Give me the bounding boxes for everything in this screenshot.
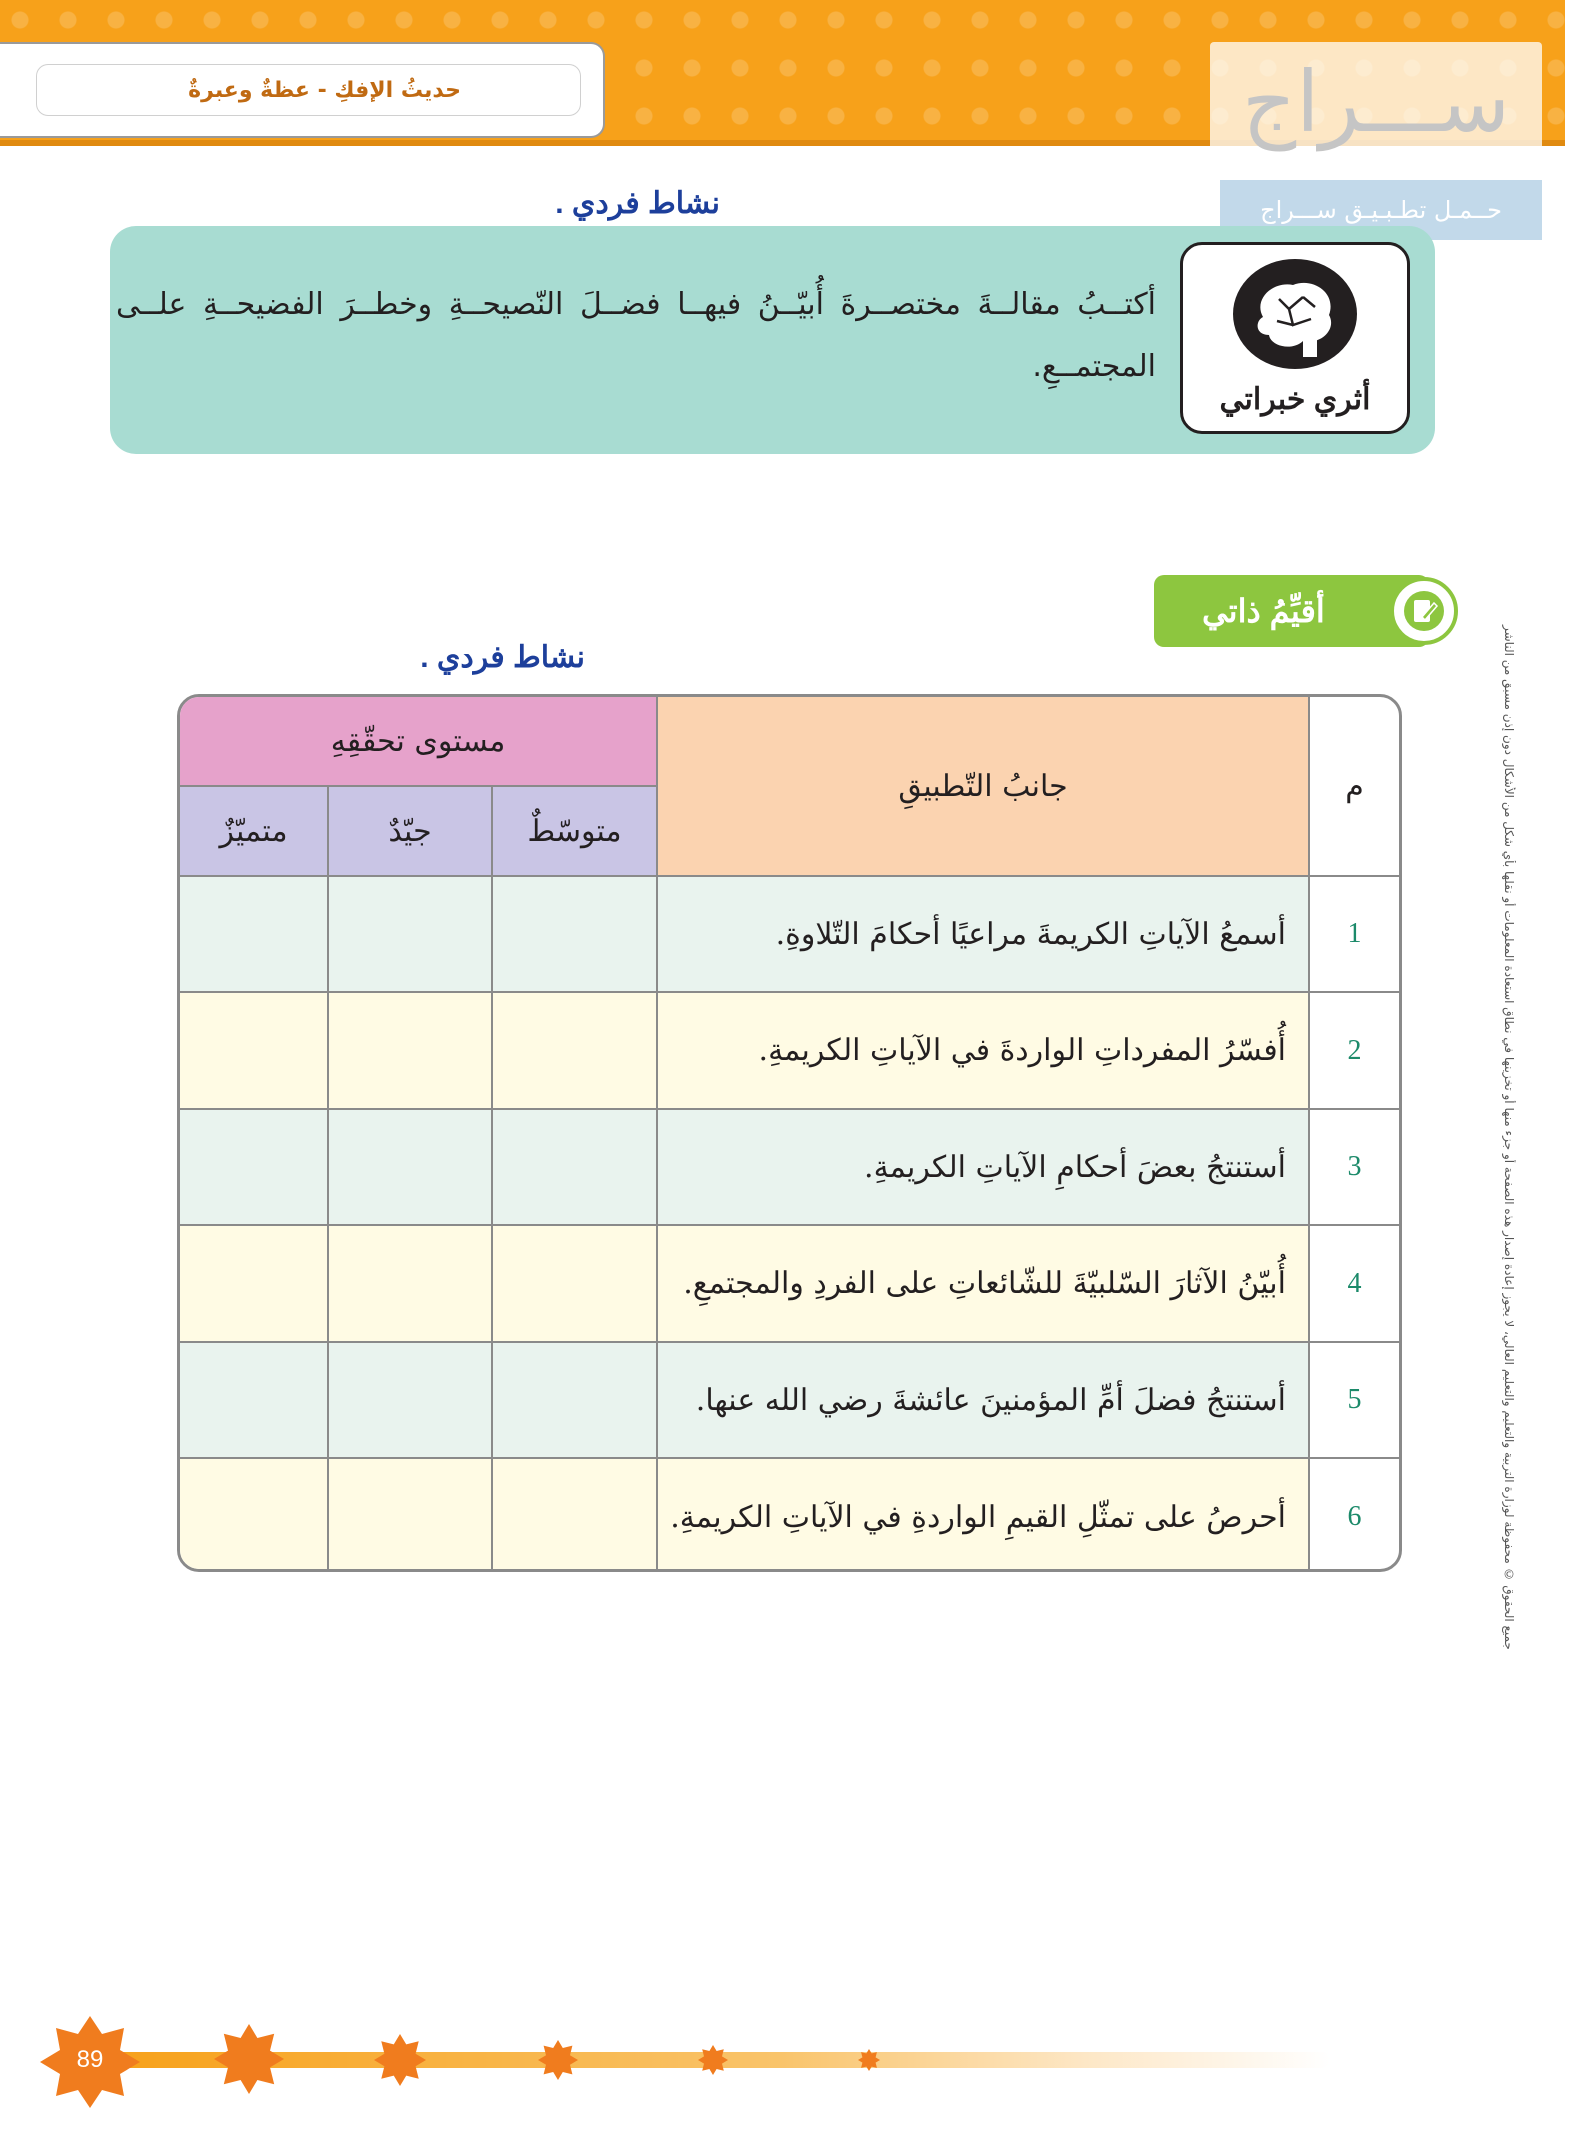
table-row-6-text-cell xyxy=(658,1459,1310,1572)
copyright-side-note: جميع الحقوق © محفوظة لوزارة التربية والتعليم والتعليم العالي، لا يجوز إعادة إصدار هذه الصفحة أو جزء منها أو تخزينها في نطاق استعادة المعلومات أو نقلها بأي شكل من الأشكال دون إذن مسبق من الناشر xyxy=(1502,625,1516,1650)
header-aspect-cell xyxy=(658,697,1310,877)
row-3-excellent-checkbox[interactable] xyxy=(180,1110,329,1226)
header-level: مستوى تحقّقِهِ xyxy=(330,723,506,759)
self-assessment-button[interactable] xyxy=(1154,575,1429,647)
badge-caption: أثري خبراتي xyxy=(1219,383,1371,416)
row-number: 4 xyxy=(1347,1267,1362,1299)
self-assessment-table xyxy=(177,694,1402,1572)
row-6-excellent-checkbox[interactable] xyxy=(180,1459,329,1572)
row-1-average-checkbox[interactable] xyxy=(493,877,658,993)
row-text: أُفسّرُ المفرداتِ الواردةَ في الآياتِ الكريمةِ. xyxy=(758,1033,1286,1068)
edit-pencil-icon xyxy=(1390,577,1458,645)
table-row-3-num-cell xyxy=(1310,1110,1399,1226)
row-5-average-checkbox[interactable] xyxy=(493,1343,658,1459)
header-aspect: جانبُ التّطبيقِ xyxy=(898,768,1068,804)
table-row-1-text-cell xyxy=(658,877,1310,993)
row-text: أحرصُ على تمثّلِ القيمِ الواردةِ في الآياتِ الكريمةِ. xyxy=(670,1499,1286,1535)
activity-one-label: نشاط فردي . xyxy=(555,187,720,220)
footer-star-icon xyxy=(698,2045,728,2075)
row-text: أُبيّنُ الآثارَ السّلبيّةَ للشّائعاتِ على الفردِ والمجتمعِ. xyxy=(683,1266,1286,1301)
table-row-6-num-cell xyxy=(1310,1459,1399,1572)
activity-one-prompt: أكتــبُ مقالــةَ مختصــرةَ أُبيّــنُ فيهــا فضــلَ النّصيحــةِ وخطــرَ الفضيحــةِ علــى المجتمــعِ. xyxy=(116,287,1156,384)
row-number: 5 xyxy=(1347,1384,1362,1415)
row-text: أسمعُ الآياتِ الكريمةَ مراعيًا أحكامَ التّلاوةِ. xyxy=(775,916,1286,952)
header-index-cell xyxy=(1310,697,1399,877)
row-2-excellent-checkbox[interactable] xyxy=(180,993,329,1110)
row-6-good-checkbox[interactable] xyxy=(329,1459,493,1572)
level-average: متوسّطٌ xyxy=(527,813,622,849)
row-text: أستنتجُ فضلَ أمِّ المؤمنينَ عائشةَ رضي الله عنها. xyxy=(695,1382,1286,1418)
header-level-cell xyxy=(180,697,658,787)
brain-icon xyxy=(1233,259,1357,369)
row-5-excellent-checkbox[interactable] xyxy=(180,1343,329,1459)
siraj-logo: ســـراج xyxy=(1241,53,1511,151)
footer-star-icon xyxy=(214,2024,284,2094)
chapter-title-box xyxy=(36,64,581,116)
self-assessment-label: أقيِّمُ ذاتي xyxy=(1202,593,1325,629)
level-good: جيّدٌ xyxy=(388,813,432,849)
row-4-good-checkbox[interactable] xyxy=(329,1226,493,1343)
footer-star-icon xyxy=(858,2049,880,2071)
table-row-3-text-cell xyxy=(658,1110,1310,1226)
activity-two-label: نشاط فردي . xyxy=(420,641,585,674)
table-row-5-text-cell xyxy=(658,1343,1310,1459)
header-index: م xyxy=(1345,768,1364,804)
table-row-5-num-cell xyxy=(1310,1343,1399,1459)
row-number: 3 xyxy=(1347,1151,1362,1182)
footer-star-icon xyxy=(374,2034,426,2086)
page-number: 89 xyxy=(76,2046,104,2073)
level-good-cell xyxy=(329,787,493,877)
row-number: 6 xyxy=(1347,1501,1362,1532)
row-1-excellent-checkbox[interactable] xyxy=(180,877,329,993)
level-average-cell xyxy=(493,787,658,877)
row-3-good-checkbox[interactable] xyxy=(329,1110,493,1226)
chapter-title: حديثُ الإفكِ - عظةٌ وعبرةٌ xyxy=(188,77,461,103)
logo-subtitle: حــمـل تطـبـيـق ســـراج xyxy=(1260,196,1502,224)
table-row-1-num-cell xyxy=(1310,877,1399,993)
table-row-4-num-cell xyxy=(1310,1226,1399,1343)
chapter-title-tab xyxy=(0,42,605,138)
row-5-good-checkbox[interactable] xyxy=(329,1343,493,1459)
row-2-average-checkbox[interactable] xyxy=(493,993,658,1110)
footer-star-icon xyxy=(538,2040,578,2080)
row-number: 2 xyxy=(1347,1034,1362,1066)
row-4-average-checkbox[interactable] xyxy=(493,1226,658,1343)
row-3-average-checkbox[interactable] xyxy=(493,1110,658,1226)
enrich-experience-badge xyxy=(1180,242,1410,434)
table-row-2-num-cell xyxy=(1310,993,1399,1110)
level-excellent: متميّزٌ xyxy=(219,813,288,849)
row-2-good-checkbox[interactable] xyxy=(329,993,493,1110)
row-1-good-checkbox[interactable] xyxy=(329,877,493,993)
row-number: 1 xyxy=(1347,918,1362,949)
row-4-excellent-checkbox[interactable] xyxy=(180,1226,329,1343)
row-text: أستنتجُ بعضَ أحكامِ الآياتِ الكريمةِ. xyxy=(864,1149,1286,1185)
table-row-4-text-cell xyxy=(658,1226,1310,1343)
row-6-average-checkbox[interactable] xyxy=(493,1459,658,1572)
table-row-2-text-cell xyxy=(658,993,1310,1110)
level-excellent-cell xyxy=(180,787,329,877)
